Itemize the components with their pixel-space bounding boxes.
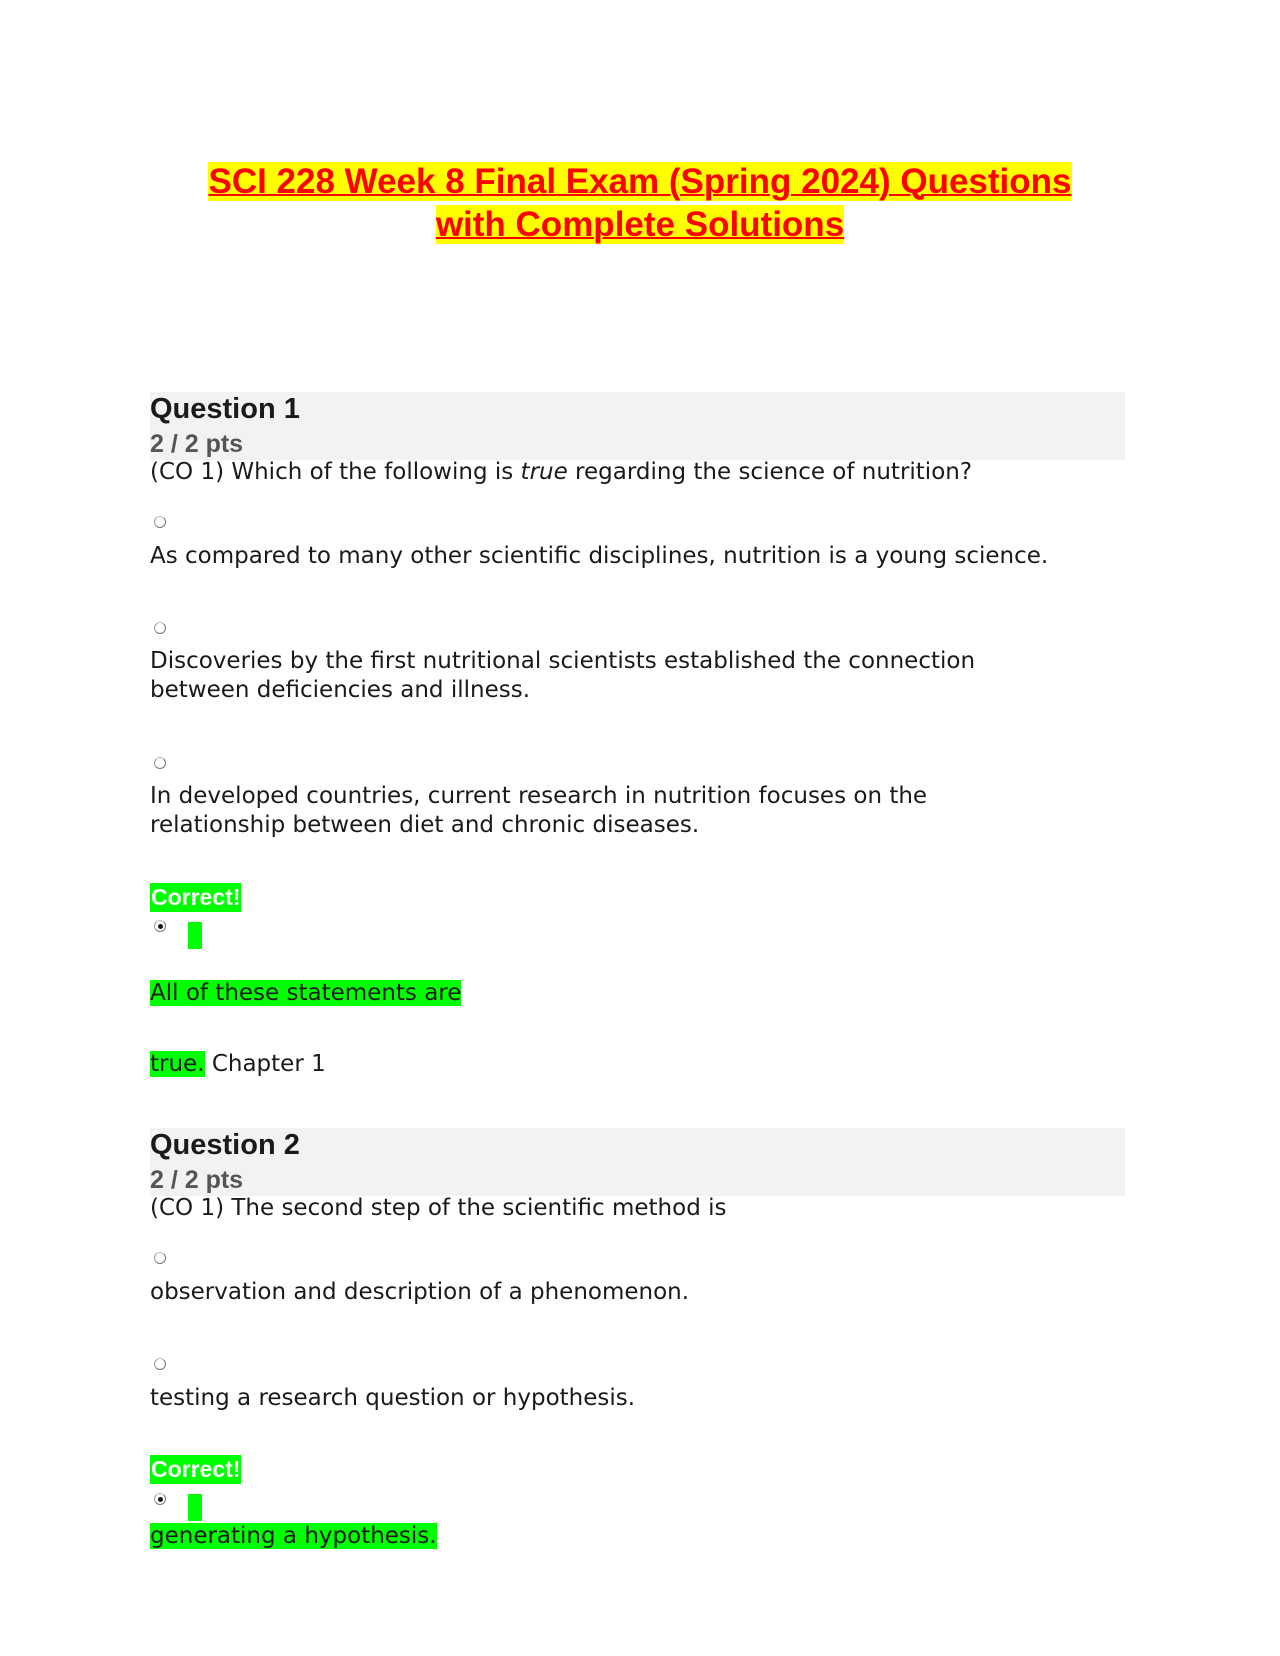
question-1-option-1-radio[interactable] (154, 516, 166, 528)
question-1-correct-answer-text-1: All of these statements are (150, 980, 462, 1006)
document-title-line-1 (0, 160, 1280, 203)
question-1-correct-answer-text-2: true. (150, 1051, 205, 1077)
question-2-option-2-radio[interactable] (154, 1358, 166, 1370)
question-2-correct-radio[interactable] (154, 1493, 166, 1505)
question-2-title: Question 2 (150, 1129, 300, 1161)
question-1-correct-answer-line-2 (150, 1050, 1130, 1079)
question-1-option-3-text: In developed countries, current research in nutrition focuses on the relationship between diet and chronic diseases. (150, 783, 928, 838)
question-1-correct-badge: Correct! (151, 884, 241, 910)
question-2-option-1-radio[interactable] (154, 1252, 166, 1264)
question-1-correct-marker (188, 922, 202, 949)
question-2-correct-answer (150, 1522, 1130, 1551)
document-title-text-2: with Complete Solutions (435, 205, 845, 244)
question-2-points: 2 / 2 pts (150, 1166, 244, 1194)
question-2-correct-answer-text: generating a hypothesis. (150, 1523, 437, 1549)
question-2-correct-badge: Correct! (151, 1456, 241, 1482)
question-1-option-2-radio[interactable] (154, 622, 166, 634)
document-title-text-1: SCI 228 Week 8 Final Exam (Spring 2024) Questions (208, 162, 1072, 201)
question-1-correct-radio[interactable] (154, 920, 166, 932)
question-1-prompt-end: regarding the science of nutrition? (567, 459, 973, 485)
question-1-correct-answer-line-1 (150, 979, 1130, 1008)
question-2-option-2-text: testing a research question or hypothesis. (150, 1385, 636, 1411)
question-1-title: Question 1 (150, 393, 300, 425)
question-1-option-3-radio[interactable] (154, 757, 166, 769)
question-1-option-1-text: As compared to many other scientific disciplines, nutrition is a young science. (150, 543, 1049, 569)
question-2-prompt: (CO 1) The second step of the scientific method is (150, 1195, 727, 1221)
question-1-points: 2 / 2 pts (150, 430, 244, 458)
question-1-prompt-emphasis: true (520, 459, 568, 485)
question-1-chapter-reference: Chapter 1 (211, 1051, 326, 1077)
question-2-correct-marker (188, 1494, 202, 1521)
question-1-option-2-text: Discoveries by the first nutritional scientists established the connection between deficiencies and illness. (150, 648, 976, 703)
question-1-prompt (150, 457, 972, 487)
document-title-line-2 (0, 203, 1280, 246)
question-1-prompt-start: (CO 1) Which of the following is (150, 459, 521, 485)
question-2-option-1-text: observation and description of a phenomenon. (150, 1279, 690, 1305)
